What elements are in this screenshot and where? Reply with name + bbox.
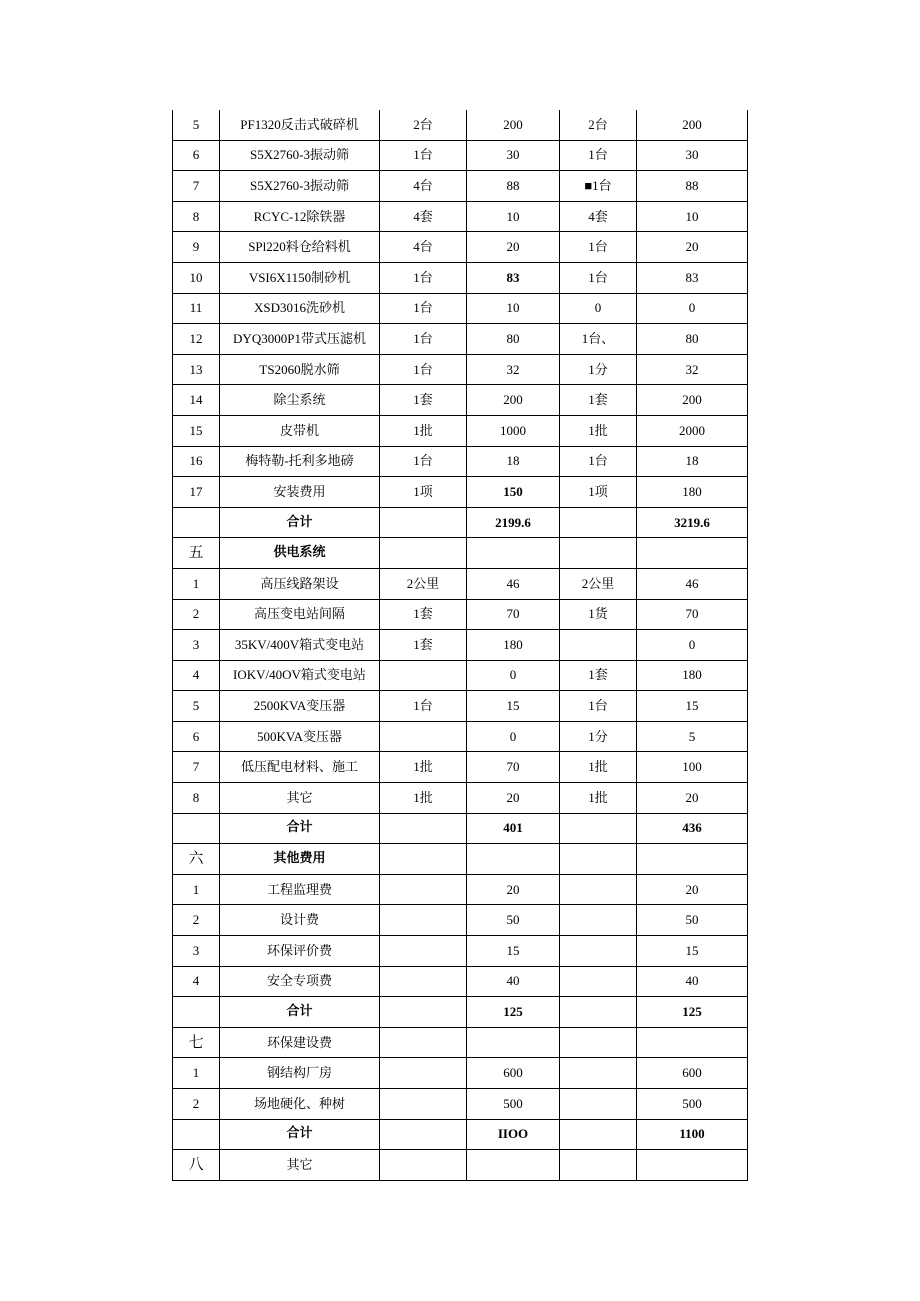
revised-amount-cell: 15 <box>637 691 748 722</box>
item-name-cell: 合计 <box>220 813 380 844</box>
item-name-cell: 除尘系统 <box>220 385 380 416</box>
row-number-cell: 17 <box>173 477 220 508</box>
row-number-cell: 15 <box>173 415 220 446</box>
item-name-cell: 低压配电材料、施工 <box>220 752 380 783</box>
revised-quantity-cell: 1台 <box>560 232 637 263</box>
row-number-cell: 八 <box>173 1150 220 1181</box>
row-number-cell <box>173 813 220 844</box>
item-name-cell: 高压变电站间隔 <box>220 599 380 630</box>
original-amount-cell: 401 <box>467 813 560 844</box>
revised-amount-cell: 40 <box>637 966 748 997</box>
row-number-cell: 13 <box>173 354 220 385</box>
row-number-cell: 5 <box>173 691 220 722</box>
item-name-cell: 设计费 <box>220 905 380 936</box>
revised-quantity-cell: 1台 <box>560 446 637 477</box>
revised-quantity-cell: 1套 <box>560 385 637 416</box>
original-amount-cell: 150 <box>467 477 560 508</box>
row-number-cell <box>173 507 220 538</box>
revised-quantity-cell <box>560 813 637 844</box>
revised-amount-cell: 200 <box>637 385 748 416</box>
revised-quantity-cell <box>560 1089 637 1120</box>
row-number-cell: 3 <box>173 630 220 661</box>
revised-amount-cell: 180 <box>637 477 748 508</box>
revised-quantity-cell: 2台 <box>560 110 637 140</box>
revised-quantity-cell: 1批 <box>560 783 637 814</box>
revised-amount-cell <box>637 844 748 875</box>
original-amount-cell: 20 <box>467 874 560 905</box>
revised-quantity-cell <box>560 1058 637 1089</box>
table-row <box>173 752 748 783</box>
table-row <box>173 354 748 385</box>
table-row <box>173 385 748 416</box>
original-quantity-cell <box>380 721 467 752</box>
original-amount-cell: 0 <box>467 721 560 752</box>
cost-table-body <box>173 110 748 1180</box>
revised-quantity-cell: 1分 <box>560 721 637 752</box>
original-quantity-cell: 4台 <box>380 232 467 263</box>
table-row <box>173 171 748 202</box>
original-quantity-cell: 1台 <box>380 691 467 722</box>
original-quantity-cell <box>380 660 467 691</box>
section-row <box>173 538 748 569</box>
item-name-cell: DYQ3000P1带式压滤机 <box>220 324 380 355</box>
original-quantity-cell: 4台 <box>380 171 467 202</box>
original-amount-cell: 1000 <box>467 415 560 446</box>
row-number-cell: 七 <box>173 1027 220 1058</box>
row-number-cell: 8 <box>173 201 220 232</box>
original-amount-cell: 600 <box>467 1058 560 1089</box>
item-name-cell: 工程监理费 <box>220 874 380 905</box>
original-amount-cell: 80 <box>467 324 560 355</box>
revised-quantity-cell <box>560 1150 637 1181</box>
original-amount-cell <box>467 1150 560 1181</box>
item-name-cell: VSI6X1150制砂机 <box>220 262 380 293</box>
table-row <box>173 140 748 171</box>
row-number-cell: 9 <box>173 232 220 263</box>
item-name-cell: 合计 <box>220 507 380 538</box>
original-quantity-cell: 1台 <box>380 140 467 171</box>
table-row <box>173 936 748 967</box>
revised-amount-cell: 0 <box>637 630 748 661</box>
row-number-cell: 6 <box>173 140 220 171</box>
revised-quantity-cell: 0 <box>560 293 637 324</box>
table-row <box>173 110 748 140</box>
revised-quantity-cell: ■1台 <box>560 171 637 202</box>
item-name-cell: 钢结构厂房 <box>220 1058 380 1089</box>
item-name-cell: 场地硬化、种树 <box>220 1089 380 1120</box>
table-row <box>173 721 748 752</box>
revised-quantity-cell <box>560 630 637 661</box>
revised-quantity-cell <box>560 874 637 905</box>
original-quantity-cell: 1套 <box>380 630 467 661</box>
table-row <box>173 201 748 232</box>
original-amount-cell: 15 <box>467 936 560 967</box>
total-row <box>173 813 748 844</box>
revised-amount-cell: 500 <box>637 1089 748 1120</box>
original-amount-cell: 10 <box>467 201 560 232</box>
original-amount-cell: IIOO <box>467 1119 560 1150</box>
item-name-cell: 高压线路架设 <box>220 568 380 599</box>
revised-quantity-cell <box>560 997 637 1028</box>
revised-amount-cell: 200 <box>637 110 748 140</box>
original-quantity-cell: 1台 <box>380 293 467 324</box>
revised-amount-cell: 20 <box>637 232 748 263</box>
revised-quantity-cell <box>560 1119 637 1150</box>
revised-amount-cell: 20 <box>637 783 748 814</box>
section-row <box>173 1150 748 1181</box>
original-amount-cell: 88 <box>467 171 560 202</box>
original-quantity-cell <box>380 936 467 967</box>
original-amount-cell: 20 <box>467 232 560 263</box>
item-name-cell: 2500KVA变压器 <box>220 691 380 722</box>
revised-amount-cell <box>637 538 748 569</box>
item-name-cell: XSD3016洗砂机 <box>220 293 380 324</box>
original-amount-cell <box>467 538 560 569</box>
revised-amount-cell: 100 <box>637 752 748 783</box>
original-quantity-cell <box>380 1150 467 1181</box>
original-amount-cell: 125 <box>467 997 560 1028</box>
revised-amount-cell: 32 <box>637 354 748 385</box>
item-name-cell: PF1320反击式破碎机 <box>220 110 380 140</box>
table-row <box>173 1089 748 1120</box>
revised-quantity-cell: 1分 <box>560 354 637 385</box>
revised-quantity-cell <box>560 1027 637 1058</box>
revised-amount-cell <box>637 1027 748 1058</box>
revised-quantity-cell: 1台 <box>560 691 637 722</box>
item-name-cell: 供电系统 <box>220 538 380 569</box>
original-quantity-cell: 2台 <box>380 110 467 140</box>
table-row <box>173 477 748 508</box>
item-name-cell: 环保评价费 <box>220 936 380 967</box>
original-amount-cell: 15 <box>467 691 560 722</box>
item-name-cell: SPl220料仓给料机 <box>220 232 380 263</box>
original-quantity-cell: 1台 <box>380 262 467 293</box>
original-quantity-cell <box>380 813 467 844</box>
row-number-cell: 1 <box>173 568 220 599</box>
revised-amount-cell: 80 <box>637 324 748 355</box>
revised-quantity-cell: 4套 <box>560 201 637 232</box>
original-quantity-cell <box>380 966 467 997</box>
revised-amount-cell: 3219.6 <box>637 507 748 538</box>
row-number-cell: 7 <box>173 171 220 202</box>
item-name-cell: S5X2760-3振动筛 <box>220 140 380 171</box>
table-row <box>173 783 748 814</box>
item-name-cell: 安全专项费 <box>220 966 380 997</box>
row-number-cell: 5 <box>173 110 220 140</box>
original-amount-cell: 500 <box>467 1089 560 1120</box>
revised-quantity-cell <box>560 905 637 936</box>
item-name-cell: S5X2760-3振动筛 <box>220 171 380 202</box>
row-number-cell: 1 <box>173 1058 220 1089</box>
table-row <box>173 966 748 997</box>
row-number-cell: 12 <box>173 324 220 355</box>
row-number-cell: 2 <box>173 905 220 936</box>
original-amount-cell: 32 <box>467 354 560 385</box>
original-amount-cell: 50 <box>467 905 560 936</box>
revised-quantity-cell: 1货 <box>560 599 637 630</box>
original-quantity-cell <box>380 844 467 875</box>
original-quantity-cell: 1批 <box>380 752 467 783</box>
revised-quantity-cell: 2公里 <box>560 568 637 599</box>
revised-quantity-cell: 1套 <box>560 660 637 691</box>
item-name-cell: 其它 <box>220 783 380 814</box>
revised-amount-cell: 70 <box>637 599 748 630</box>
row-number-cell: 六 <box>173 844 220 875</box>
row-number-cell: 2 <box>173 1089 220 1120</box>
item-name-cell: 合计 <box>220 1119 380 1150</box>
revised-quantity-cell <box>560 507 637 538</box>
revised-amount-cell: 46 <box>637 568 748 599</box>
item-name-cell: 安装费用 <box>220 477 380 508</box>
revised-amount-cell: 88 <box>637 171 748 202</box>
item-name-cell: 500KVA变压器 <box>220 721 380 752</box>
original-quantity-cell <box>380 538 467 569</box>
original-amount-cell <box>467 844 560 875</box>
total-row <box>173 1119 748 1150</box>
revised-amount-cell: 1100 <box>637 1119 748 1150</box>
revised-amount-cell: 20 <box>637 874 748 905</box>
total-row <box>173 507 748 538</box>
item-name-cell: RCYC-12除铁器 <box>220 201 380 232</box>
original-quantity-cell <box>380 874 467 905</box>
revised-amount-cell <box>637 1150 748 1181</box>
item-name-cell: IOKV/40OV箱式变电站 <box>220 660 380 691</box>
original-quantity-cell <box>380 1027 467 1058</box>
table-row <box>173 446 748 477</box>
cost-table <box>172 110 748 1181</box>
revised-amount-cell: 18 <box>637 446 748 477</box>
revised-quantity-cell: 1台 <box>560 140 637 171</box>
item-name-cell: 皮带机 <box>220 415 380 446</box>
revised-amount-cell: 0 <box>637 293 748 324</box>
original-amount-cell: 200 <box>467 385 560 416</box>
revised-amount-cell: 125 <box>637 997 748 1028</box>
item-name-cell: 其他费用 <box>220 844 380 875</box>
row-number-cell: 3 <box>173 936 220 967</box>
original-quantity-cell: 1批 <box>380 783 467 814</box>
original-quantity-cell: 1项 <box>380 477 467 508</box>
row-number-cell: 7 <box>173 752 220 783</box>
original-quantity-cell: 1套 <box>380 599 467 630</box>
row-number-cell: 1 <box>173 874 220 905</box>
original-amount-cell: 30 <box>467 140 560 171</box>
original-amount-cell: 46 <box>467 568 560 599</box>
row-number-cell: 4 <box>173 966 220 997</box>
table-row <box>173 905 748 936</box>
revised-amount-cell: 180 <box>637 660 748 691</box>
original-amount-cell: 20 <box>467 783 560 814</box>
table-row <box>173 415 748 446</box>
table-row <box>173 1058 748 1089</box>
original-amount-cell: 0 <box>467 660 560 691</box>
original-quantity-cell <box>380 1119 467 1150</box>
original-quantity-cell: 1台 <box>380 324 467 355</box>
original-quantity-cell: 4套 <box>380 201 467 232</box>
table-row <box>173 691 748 722</box>
original-amount-cell: 83 <box>467 262 560 293</box>
original-quantity-cell <box>380 507 467 538</box>
table-row <box>173 568 748 599</box>
original-quantity-cell <box>380 905 467 936</box>
row-number-cell: 10 <box>173 262 220 293</box>
table-row <box>173 262 748 293</box>
original-quantity-cell <box>380 1089 467 1120</box>
original-quantity-cell <box>380 997 467 1028</box>
row-number-cell: 五 <box>173 538 220 569</box>
original-amount-cell: 18 <box>467 446 560 477</box>
row-number-cell <box>173 997 220 1028</box>
row-number-cell: 14 <box>173 385 220 416</box>
table-row <box>173 599 748 630</box>
original-amount-cell <box>467 1027 560 1058</box>
row-number-cell: 16 <box>173 446 220 477</box>
revised-amount-cell: 600 <box>637 1058 748 1089</box>
table-row <box>173 293 748 324</box>
revised-amount-cell: 15 <box>637 936 748 967</box>
revised-quantity-cell: 1项 <box>560 477 637 508</box>
table-row <box>173 874 748 905</box>
revised-quantity-cell: 1台 <box>560 262 637 293</box>
section-row <box>173 844 748 875</box>
revised-amount-cell: 2000 <box>637 415 748 446</box>
table-row <box>173 232 748 263</box>
revised-quantity-cell: 1批 <box>560 415 637 446</box>
revised-amount-cell: 50 <box>637 905 748 936</box>
revised-amount-cell: 30 <box>637 140 748 171</box>
original-quantity-cell: 2公里 <box>380 568 467 599</box>
row-number-cell: 6 <box>173 721 220 752</box>
item-name-cell: 梅特勒-托利多地磅 <box>220 446 380 477</box>
table-row <box>173 324 748 355</box>
row-number-cell: 8 <box>173 783 220 814</box>
original-amount-cell: 180 <box>467 630 560 661</box>
original-amount-cell: 10 <box>467 293 560 324</box>
revised-amount-cell: 436 <box>637 813 748 844</box>
row-number-cell <box>173 1119 220 1150</box>
revised-quantity-cell <box>560 966 637 997</box>
revised-quantity-cell: 1台、 <box>560 324 637 355</box>
item-name-cell: 环保建设费 <box>220 1027 380 1058</box>
table-row <box>173 630 748 661</box>
item-name-cell: 其它 <box>220 1150 380 1181</box>
revised-quantity-cell <box>560 538 637 569</box>
revised-amount-cell: 5 <box>637 721 748 752</box>
revised-quantity-cell <box>560 936 637 967</box>
original-amount-cell: 40 <box>467 966 560 997</box>
item-name-cell: 35KV/400V箱式变电站 <box>220 630 380 661</box>
item-name-cell: TS2060脱水筛 <box>220 354 380 385</box>
row-number-cell: 4 <box>173 660 220 691</box>
row-number-cell: 11 <box>173 293 220 324</box>
original-quantity-cell: 1台 <box>380 354 467 385</box>
revised-amount-cell: 83 <box>637 262 748 293</box>
original-amount-cell: 70 <box>467 752 560 783</box>
original-amount-cell: 200 <box>467 110 560 140</box>
original-amount-cell: 2199.6 <box>467 507 560 538</box>
original-amount-cell: 70 <box>467 599 560 630</box>
row-number-cell: 2 <box>173 599 220 630</box>
original-quantity-cell: 1台 <box>380 446 467 477</box>
revised-quantity-cell <box>560 844 637 875</box>
revised-amount-cell: 10 <box>637 201 748 232</box>
original-quantity-cell <box>380 1058 467 1089</box>
section-row <box>173 1027 748 1058</box>
table-row <box>173 660 748 691</box>
original-quantity-cell: 1套 <box>380 385 467 416</box>
total-row <box>173 997 748 1028</box>
revised-quantity-cell: 1批 <box>560 752 637 783</box>
original-quantity-cell: 1批 <box>380 415 467 446</box>
item-name-cell: 合计 <box>220 997 380 1028</box>
